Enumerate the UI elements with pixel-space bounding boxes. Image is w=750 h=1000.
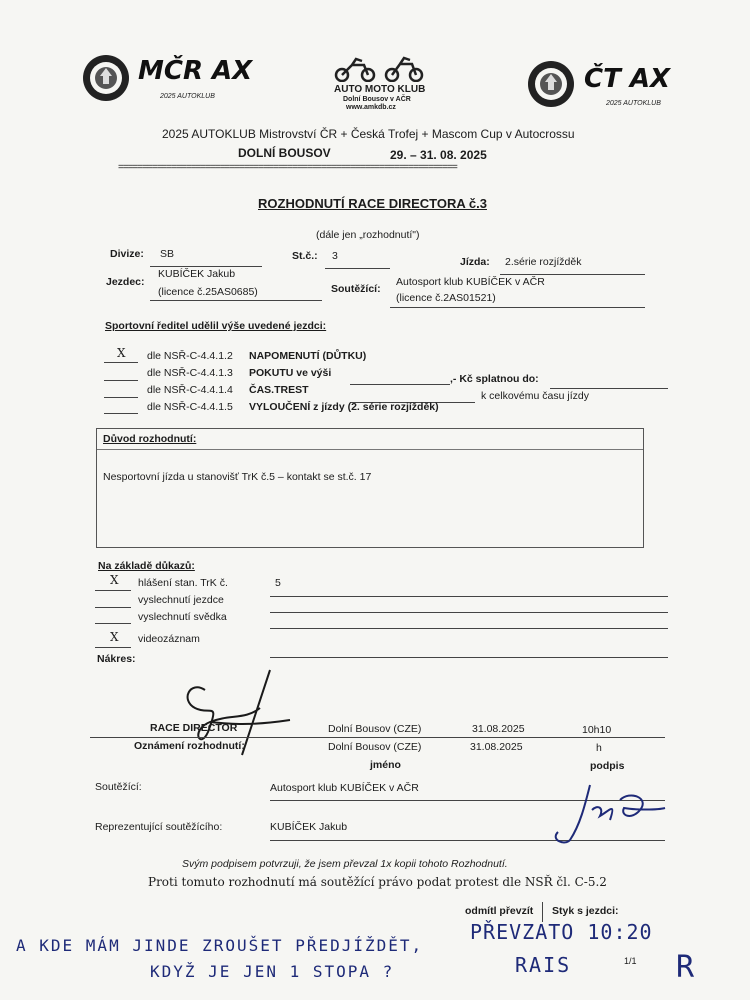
jezdec-name: KUBÍČEK Jakub: [158, 268, 236, 280]
gear-emblem-icon: [525, 58, 577, 110]
reason-text: Nesportovní jízda u stanovišť TrK č.5 – kontakt se st.č. 17: [103, 471, 372, 483]
handwritten-mark: R: [676, 950, 695, 985]
divize-label: Divize:: [110, 248, 144, 260]
stc-label: St.č.:: [292, 250, 318, 262]
penalty-extra-2: ,- Kč splatnou do:: [450, 373, 539, 385]
logo-right-title: ČT AX: [584, 64, 671, 94]
column-name-label: jméno: [370, 759, 401, 771]
notice-date: 31.08.2025: [470, 741, 523, 753]
handwritten-accepted: PŘEVZATO 10:20: [470, 920, 653, 944]
page-number: 1/1: [624, 956, 637, 966]
jezdec-label: Jezdec:: [106, 276, 145, 288]
jizda-value: 2.série rozjížděk: [505, 256, 582, 268]
logo-right-sub: 2025 AUTOKLUB: [606, 100, 661, 107]
soutezici-name: Autosport klub KUBÍČEK v AČR: [396, 276, 545, 288]
penalty-rule-3: dle NSŘ-C-4.4.1.4: [147, 384, 233, 396]
penalty-rule-1: dle NSŘ-C-4.4.1.2: [147, 350, 233, 362]
protest-text: Proti tomuto rozhodnutí má soutěžící právo podat protest dle NSŘ čl. C-5.2: [148, 875, 607, 889]
logo-center-title: AUTO MOTO KLUB: [334, 84, 426, 95]
evidence-heading: Na základě důkazů:: [98, 560, 195, 572]
column-sign-label: podpis: [590, 760, 625, 772]
race-director-place: Dolní Bousov (CZE): [328, 723, 422, 735]
reason-heading: Důvod rozhodnutí:: [103, 433, 197, 445]
race-director-label: RACE DIRECTOR: [150, 722, 238, 734]
header-rule: ======================================================================: [118, 162, 457, 173]
soutezici-label: Soutěžící:: [331, 283, 381, 295]
penalty-label-2: POKUTU ve výši: [249, 367, 332, 379]
representative-label: Reprezentující soutěžícího:: [95, 821, 223, 833]
drawing-label: Nákres:: [97, 653, 136, 665]
stc-value: 3: [332, 250, 338, 262]
evidence-check-4: X: [110, 630, 119, 644]
refused-label: odmítl převzít: [465, 905, 534, 917]
evidence-check-1: X: [110, 573, 119, 587]
evidence-value-1: 5: [275, 577, 281, 589]
entrant-value: Autosport klub KUBÍČEK v AČR: [270, 782, 419, 794]
penalty-extra-3: k celkovému času jízdy: [481, 390, 589, 402]
evidence-label-3: vyslechnutí svědka: [138, 611, 227, 623]
handwritten-initials: RAIS: [515, 953, 572, 977]
race-director-date: 31.08.2025: [472, 723, 525, 735]
evidence-label-2: vyslechnutí jezdce: [138, 594, 224, 606]
document-subtitle: (dále jen „rozhodnutí"): [316, 229, 420, 241]
logo-left-title: MČR AX: [138, 56, 253, 86]
notice-place: Dolní Bousov (CZE): [328, 741, 422, 753]
confirmation-text: Svým podpisem potvrzuji, že jsem převzal 1x kopii tohoto Rozhodnutí.: [182, 858, 508, 870]
event-dates: 29. – 31. 08. 2025: [390, 148, 487, 162]
logo-center-url: www.amkdb.cz: [346, 104, 396, 111]
evidence-label-4: videozáznam: [138, 633, 200, 645]
document-title: ROZHODNUTÍ RACE DIRECTORA č.3: [258, 196, 487, 211]
representative-value: KUBÍČEK Jakub: [270, 821, 348, 833]
logo-center-line2: Dolní Bousov v AČR: [343, 96, 411, 103]
race-director-time: 10h10: [582, 724, 612, 736]
penalties-heading: Sportovní ředitel udělil výše uvedené jezdci:: [105, 320, 327, 332]
event-place: DOLNÍ BOUSOV: [238, 146, 331, 160]
soutezici-licence: (licence č.2AS01521): [396, 292, 496, 304]
jizda-label: Jízda:: [460, 256, 490, 268]
handwritten-comment-line1: A KDE MÁM JINDE ZROUŠET PŘEDJÍŽDĚT,: [16, 936, 424, 955]
penalty-label-3: ČAS.TREST: [249, 384, 309, 396]
penalty-rule-4: dle NSŘ-C-4.4.1.5: [147, 401, 233, 413]
entrant-signature: [540, 780, 670, 850]
penalty-rule-2: dle NSŘ-C-4.4.1.3: [147, 367, 233, 379]
jezdec-licence: (licence č.25AS0685): [158, 286, 258, 298]
penalty-check-1: X: [117, 346, 126, 360]
penalty-label-4: VYLOUČENÍ z jízdy (2. série rozjížděk): [249, 401, 439, 413]
notice-time: h: [596, 742, 602, 754]
contact-label: Styk s jezdci:: [552, 905, 619, 917]
evidence-label-1: hlášení stan. TrK č.: [138, 577, 228, 589]
reason-box: [96, 428, 644, 548]
notice-label: Oznámení rozhodnutí:: [134, 740, 245, 752]
entrant-label: Soutěžící:: [95, 781, 142, 793]
penalty-label-1: NAPOMENUTÍ (DŮTKU): [249, 350, 367, 362]
handwritten-comment-line2: KDYŽ JE JEN 1 STOPA ?: [150, 962, 395, 981]
event-line: 2025 AUTOKLUB Mistrovství ČR + Česká Trofej + Mascom Cup v Autocrossu: [162, 127, 575, 141]
divize-value: SB: [160, 248, 175, 260]
gear-emblem-icon: [80, 52, 132, 104]
motorbike-icon: [330, 56, 426, 82]
logo-left-sub: 2025 AUTOKLUB: [160, 93, 215, 100]
